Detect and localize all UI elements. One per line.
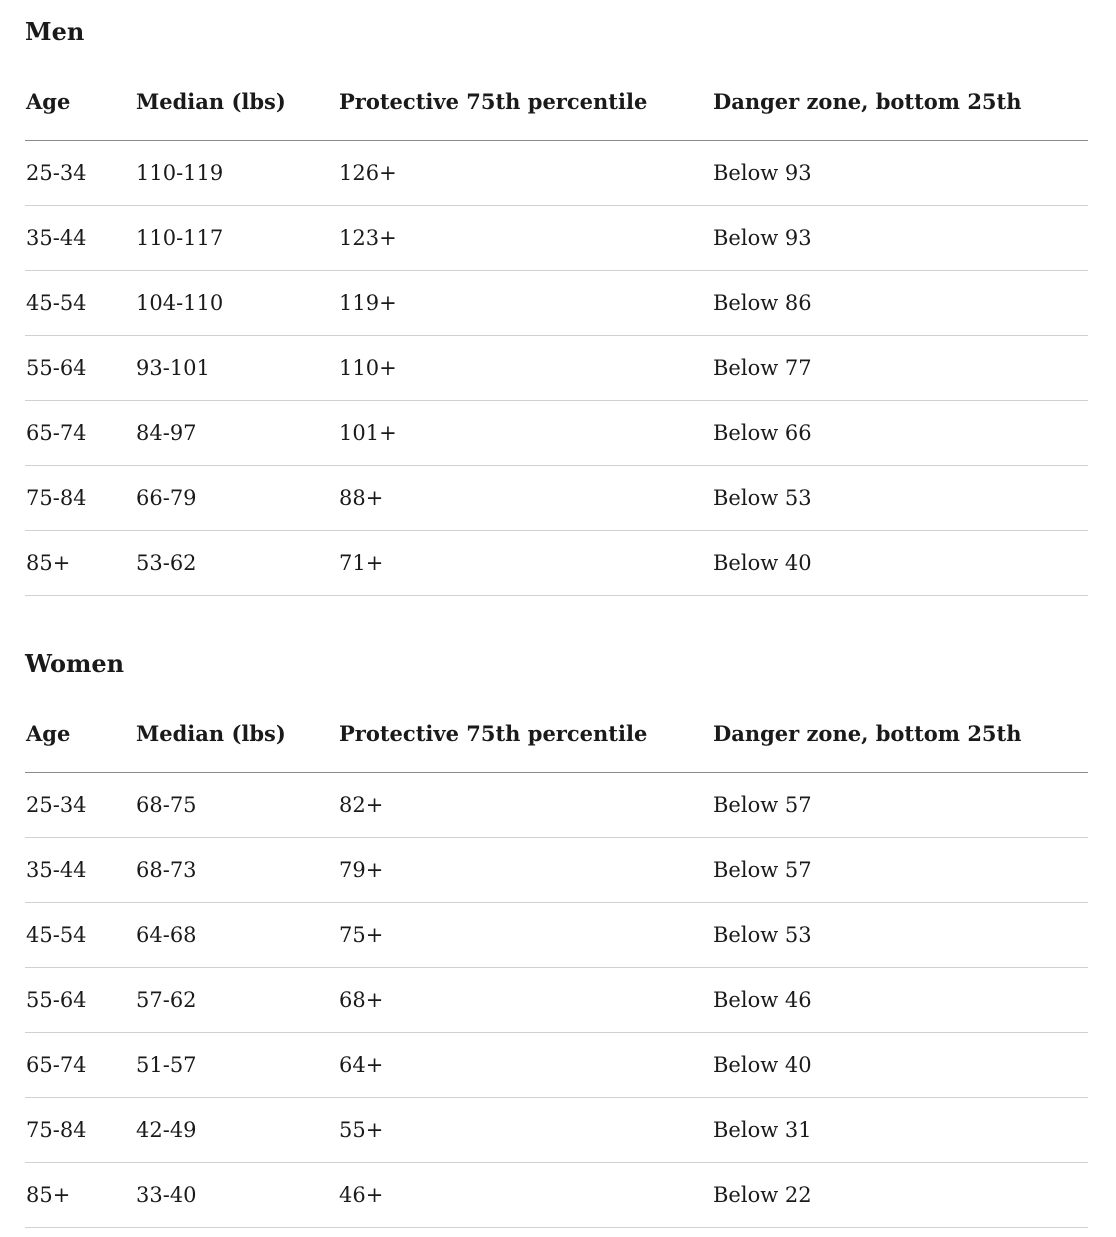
- cell-age: 85+: [25, 1163, 135, 1228]
- cell-median: 64-68: [135, 903, 338, 968]
- cell-age: 35-44: [25, 206, 135, 271]
- cell-median: 104-110: [135, 271, 338, 336]
- header-row: [25, 64, 1088, 141]
- cell-age: 85+: [25, 531, 135, 596]
- cell-median: 84-97: [135, 401, 338, 466]
- table-row: [25, 466, 1088, 531]
- cell-protective: 110+: [338, 336, 712, 401]
- cell-protective: 82+: [338, 773, 712, 838]
- column-header-danger: Danger zone, bottom 25th: [712, 64, 1088, 141]
- cell-danger: Below 93: [712, 206, 1088, 271]
- women-table: [25, 696, 1088, 1228]
- cell-protective: 119+: [338, 271, 712, 336]
- cell-age: 25-34: [25, 773, 135, 838]
- cell-age: 75-84: [25, 466, 135, 531]
- column-header-age: Age: [25, 696, 135, 773]
- table-row: [25, 336, 1088, 401]
- table-row: [25, 773, 1088, 838]
- cell-danger: Below 53: [712, 466, 1088, 531]
- section-title-women: Women: [25, 649, 125, 678]
- cell-protective: 55+: [338, 1098, 712, 1163]
- cell-median: 68-75: [135, 773, 338, 838]
- table-body: [25, 773, 1088, 1228]
- cell-protective: 88+: [338, 466, 712, 531]
- column-header-median: Median (lbs): [135, 64, 338, 141]
- cell-danger: Below 66: [712, 401, 1088, 466]
- cell-danger: Below 93: [712, 141, 1088, 206]
- cell-danger: Below 77: [712, 336, 1088, 401]
- column-header-protective: Protective 75th percentile: [338, 64, 712, 141]
- women-section: [25, 632, 1088, 1228]
- table-row: [25, 271, 1088, 336]
- table-row: [25, 968, 1088, 1033]
- cell-age: 75-84: [25, 1098, 135, 1163]
- cell-median: 110-117: [135, 206, 338, 271]
- table-body: [25, 141, 1088, 596]
- section-title-men: Men: [25, 17, 85, 46]
- cell-age: 65-74: [25, 401, 135, 466]
- cell-danger: Below 86: [712, 271, 1088, 336]
- table-header: [25, 696, 1088, 773]
- table-row: [25, 1033, 1088, 1098]
- cell-protective: 71+: [338, 531, 712, 596]
- column-header-median: Median (lbs): [135, 696, 338, 773]
- cell-age: 55-64: [25, 968, 135, 1033]
- cell-median: 51-57: [135, 1033, 338, 1098]
- column-header-age: Age: [25, 64, 135, 141]
- table-row: [25, 206, 1088, 271]
- cell-median: 33-40: [135, 1163, 338, 1228]
- cell-median: 66-79: [135, 466, 338, 531]
- men-table: [25, 64, 1088, 596]
- table-row: [25, 141, 1088, 206]
- table-row: [25, 903, 1088, 968]
- cell-danger: Below 46: [712, 968, 1088, 1033]
- cell-median: 110-119: [135, 141, 338, 206]
- cell-protective: 79+: [338, 838, 712, 903]
- cell-protective: 68+: [338, 968, 712, 1033]
- cell-median: 93-101: [135, 336, 338, 401]
- cell-protective: 123+: [338, 206, 712, 271]
- cell-protective: 64+: [338, 1033, 712, 1098]
- cell-age: 45-54: [25, 903, 135, 968]
- men-section: [25, 0, 1088, 596]
- cell-age: 25-34: [25, 141, 135, 206]
- column-header-protective: Protective 75th percentile: [338, 696, 712, 773]
- table-row: [25, 838, 1088, 903]
- cell-protective: 75+: [338, 903, 712, 968]
- cell-age: 45-54: [25, 271, 135, 336]
- cell-danger: Below 40: [712, 531, 1088, 596]
- cell-danger: Below 22: [712, 1163, 1088, 1228]
- cell-protective: 101+: [338, 401, 712, 466]
- cell-protective: 46+: [338, 1163, 712, 1228]
- cell-danger: Below 57: [712, 838, 1088, 903]
- cell-protective: 126+: [338, 141, 712, 206]
- table-row: [25, 531, 1088, 596]
- header-row: [25, 696, 1088, 773]
- cell-danger: Below 57: [712, 773, 1088, 838]
- cell-median: 57-62: [135, 968, 338, 1033]
- cell-age: 35-44: [25, 838, 135, 903]
- cell-danger: Below 40: [712, 1033, 1088, 1098]
- table-row: [25, 1163, 1088, 1228]
- table-header: [25, 64, 1088, 141]
- cell-median: 42-49: [135, 1098, 338, 1163]
- cell-age: 55-64: [25, 336, 135, 401]
- cell-age: 65-74: [25, 1033, 135, 1098]
- cell-median: 53-62: [135, 531, 338, 596]
- cell-median: 68-73: [135, 838, 338, 903]
- table-row: [25, 401, 1088, 466]
- column-header-danger: Danger zone, bottom 25th: [712, 696, 1088, 773]
- table-row: [25, 1098, 1088, 1163]
- cell-danger: Below 31: [712, 1098, 1088, 1163]
- cell-danger: Below 53: [712, 903, 1088, 968]
